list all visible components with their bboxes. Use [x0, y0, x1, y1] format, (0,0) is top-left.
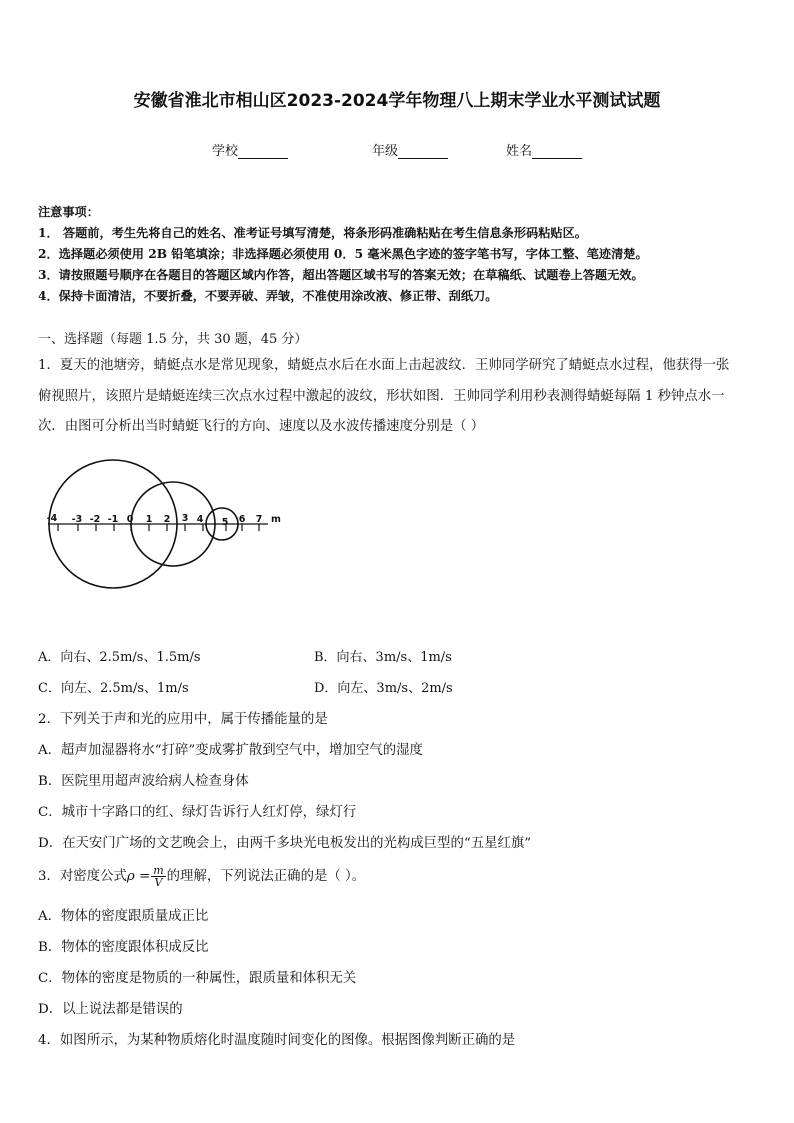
tick-label: 4	[196, 514, 204, 525]
option-a: A．超声加湿器将水“打碎”变成雾扩散到空气中，增加空气的湿度	[38, 743, 423, 758]
option-c: C．物体的密度是物质的一种属性，跟质量和体积无关	[38, 971, 357, 986]
grade-field	[372, 140, 448, 159]
q3-stem-after: 的理解，下列说法正确的是（ ）。	[166, 869, 366, 884]
question-2-stem: 2．下列关于声和光的应用中，属于传播能量的是	[38, 712, 328, 727]
option-b: B．物体的密度跟体积成反比	[38, 940, 209, 955]
question-1-line: 1．夏天的池塘旁，蜻蜓点水是常见现象，蜻蜓点水后在水面上击起波纹．王帅同学研究了蜻蜓点水过程，他获得一张	[38, 358, 730, 373]
option-b: B．医院里用超声波给病人检查身体	[38, 774, 249, 789]
ripple-figure	[40, 440, 300, 625]
question-1-line: 次．由图可分析出当时蜻蜓飞行的方向、速度以及水波传播速度分别是（ ）	[38, 419, 485, 434]
notice-item: 3．请按照题号顺序在各题目的答题区域内作答，超出答题区域书写的答案无效；在草稿纸、试题卷上答题无效。	[38, 268, 644, 282]
option-a: A．物体的密度跟质量成正比	[38, 909, 209, 924]
tick-label: 7	[255, 514, 263, 525]
tick-label: 1	[145, 514, 153, 525]
tick-label: 3	[181, 513, 189, 524]
tick-label: 6	[238, 514, 246, 525]
school-label: 学校	[212, 144, 239, 159]
option-a: A．向右、2.5m/s、1.5m/s	[38, 650, 201, 665]
option-d: D．在天安门广场的文艺晚会上，由两千多块光电板发出的光构成巨型的“五星红旗”	[38, 836, 532, 851]
option-d: D．向左、3m/s、2m/s	[314, 681, 453, 696]
option-b: B．向右、3m/s、1m/s	[314, 650, 452, 665]
notice-item: 2．选择题必须使用 2B 铅笔填涂；非选择题必须使用 0．5 毫米黑色字迹的签字笔书写，字体工整、笔迹清楚。	[38, 247, 648, 261]
question-4-stem: 4．如图所示，为某种物质熔化时温度随时间变化的图像。根据图像判断正确的是	[38, 1033, 516, 1048]
grade-label: 年级	[372, 144, 399, 159]
unit-label: m	[271, 514, 281, 525]
school-blank	[238, 145, 288, 159]
tick-label: -3	[71, 514, 83, 525]
notice-heading: 注意事项：	[38, 205, 99, 219]
tick-label: -1	[107, 514, 119, 525]
tick-label: -4	[46, 513, 58, 524]
tick-marks	[58, 524, 259, 531]
option-d: D．以上说法都是错误的	[38, 1002, 183, 1017]
name-blank	[532, 145, 582, 159]
page-title: 安徽省淮北市相山区2023-2024学年物理八上期末学业水平测试试题	[133, 91, 661, 111]
q3-stem-before: 3．对密度公式	[38, 869, 127, 884]
tick-label: 5	[221, 517, 229, 528]
tick-label: -2	[89, 514, 101, 525]
school-field	[212, 140, 288, 159]
tick-label: 0	[126, 514, 134, 525]
name-label: 姓名	[506, 144, 533, 159]
option-c: C．城市十字路口的红、绿灯告诉行人红灯停，绿灯行	[38, 805, 357, 820]
section-heading: 一、选择题（每题 1.5 分，共 30 题，45 分）	[38, 332, 308, 347]
density-fraction	[151, 865, 165, 888]
fraction-numerator: m	[153, 864, 164, 877]
tick-label: 2	[163, 514, 171, 525]
question-3-stem	[38, 862, 365, 892]
question-1-line: 俯视照片，该照片是蜻蜓连续三次点水过程中激起的波纹，形状如图．王帅同学利用秒表测得蜻蜓每隔 1 秒钟点水一	[38, 389, 725, 404]
option-c: C．向左、2.5m/s、1m/s	[38, 681, 189, 696]
density-formula-lhs: ρ =	[126, 869, 151, 884]
fraction-denominator: V	[154, 876, 163, 889]
notice-item: 1． 答题前，考生先将自己的姓名、准考证号填写清楚，将条形码准确粘贴在考生信息条形码粘贴区。	[38, 226, 587, 240]
notice-item: 4．保持卡面清洁，不要折叠，不要弄破、弄皱，不准使用涂改液、修正带、刮纸刀。	[38, 289, 498, 303]
name-field	[506, 140, 582, 159]
grade-blank	[398, 145, 448, 159]
